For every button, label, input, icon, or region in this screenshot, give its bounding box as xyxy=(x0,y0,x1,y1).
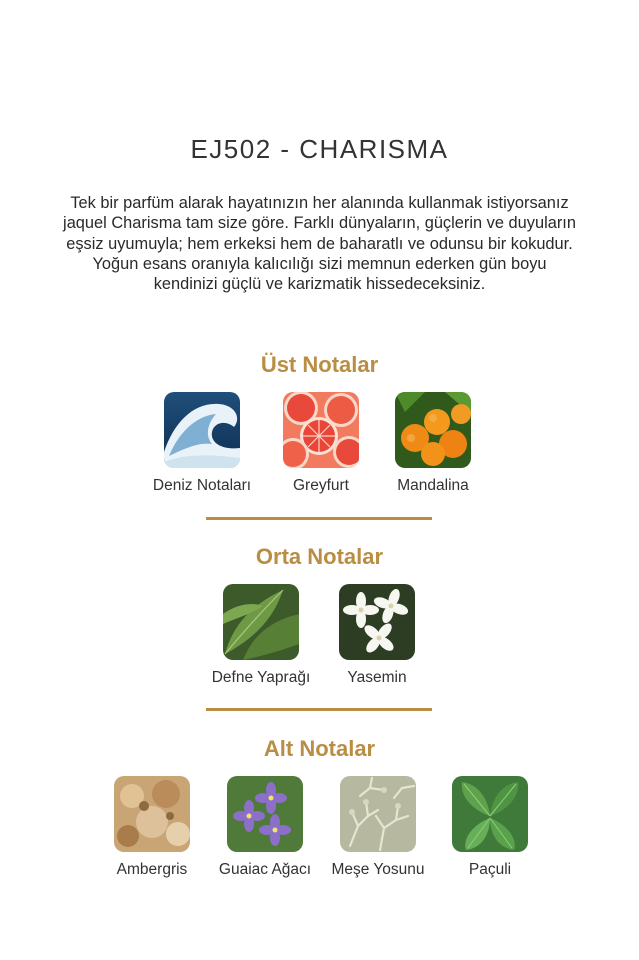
note-label: Greyfurt xyxy=(293,477,349,494)
note-item xyxy=(271,392,371,495)
note-label: Meşe Yosunu xyxy=(331,861,425,878)
base-notes-row xyxy=(0,776,639,916)
patchouli-icon xyxy=(452,776,528,852)
mandarin-icon xyxy=(395,392,471,468)
section-title-top-notes: Üst Notalar xyxy=(260,352,379,377)
wave-icon xyxy=(164,392,240,468)
note-label: Defne Yaprağı xyxy=(211,669,311,686)
ambergris-icon xyxy=(114,776,190,852)
section-title-middle-notes: Orta Notalar xyxy=(255,544,384,569)
note-item xyxy=(327,584,427,687)
note-label: Paçuli xyxy=(468,861,512,878)
section-divider xyxy=(206,517,432,520)
note-item xyxy=(328,776,428,879)
jasmine-icon xyxy=(339,584,415,660)
note-label: Deniz Notaları xyxy=(152,477,252,494)
section-divider xyxy=(206,708,432,711)
note-item xyxy=(383,392,483,495)
note-item xyxy=(102,776,202,879)
note-item xyxy=(211,584,311,687)
note-label: Ambergris xyxy=(116,861,188,878)
note-item xyxy=(440,776,540,879)
grapefruit-icon xyxy=(283,392,359,468)
product-description: Tek bir parfüm alarak hayatınızın her alanında kullanmak istiyorsanız jaquel Charisma tam size göre. Farklı dünyaların, güçlerin ve duyuların eşsiz uyumuyla; hem erkeksi hem de baharatlı ve odunsu bir kokudur. Yoğun esans oranıyla kalıcılığı sizi memnun ederken gün boyu kendinizi güçlü ve karizmatik hissedeceksiniz. xyxy=(63,194,576,294)
middle-notes-row xyxy=(0,584,639,724)
bay-leaf-icon xyxy=(223,584,299,660)
oakmoss-icon xyxy=(340,776,416,852)
note-label: Yasemin xyxy=(347,669,407,686)
product-title: EJ502 - CHARISMA xyxy=(190,134,449,164)
top-notes-row xyxy=(0,392,639,532)
note-label: Mandalina xyxy=(397,477,469,494)
note-label: Guaiac Ağacı xyxy=(218,861,312,878)
guaiac-flower-icon xyxy=(227,776,303,852)
section-title-base-notes: Alt Notalar xyxy=(263,736,376,761)
note-item xyxy=(215,776,315,879)
note-item xyxy=(152,392,252,495)
